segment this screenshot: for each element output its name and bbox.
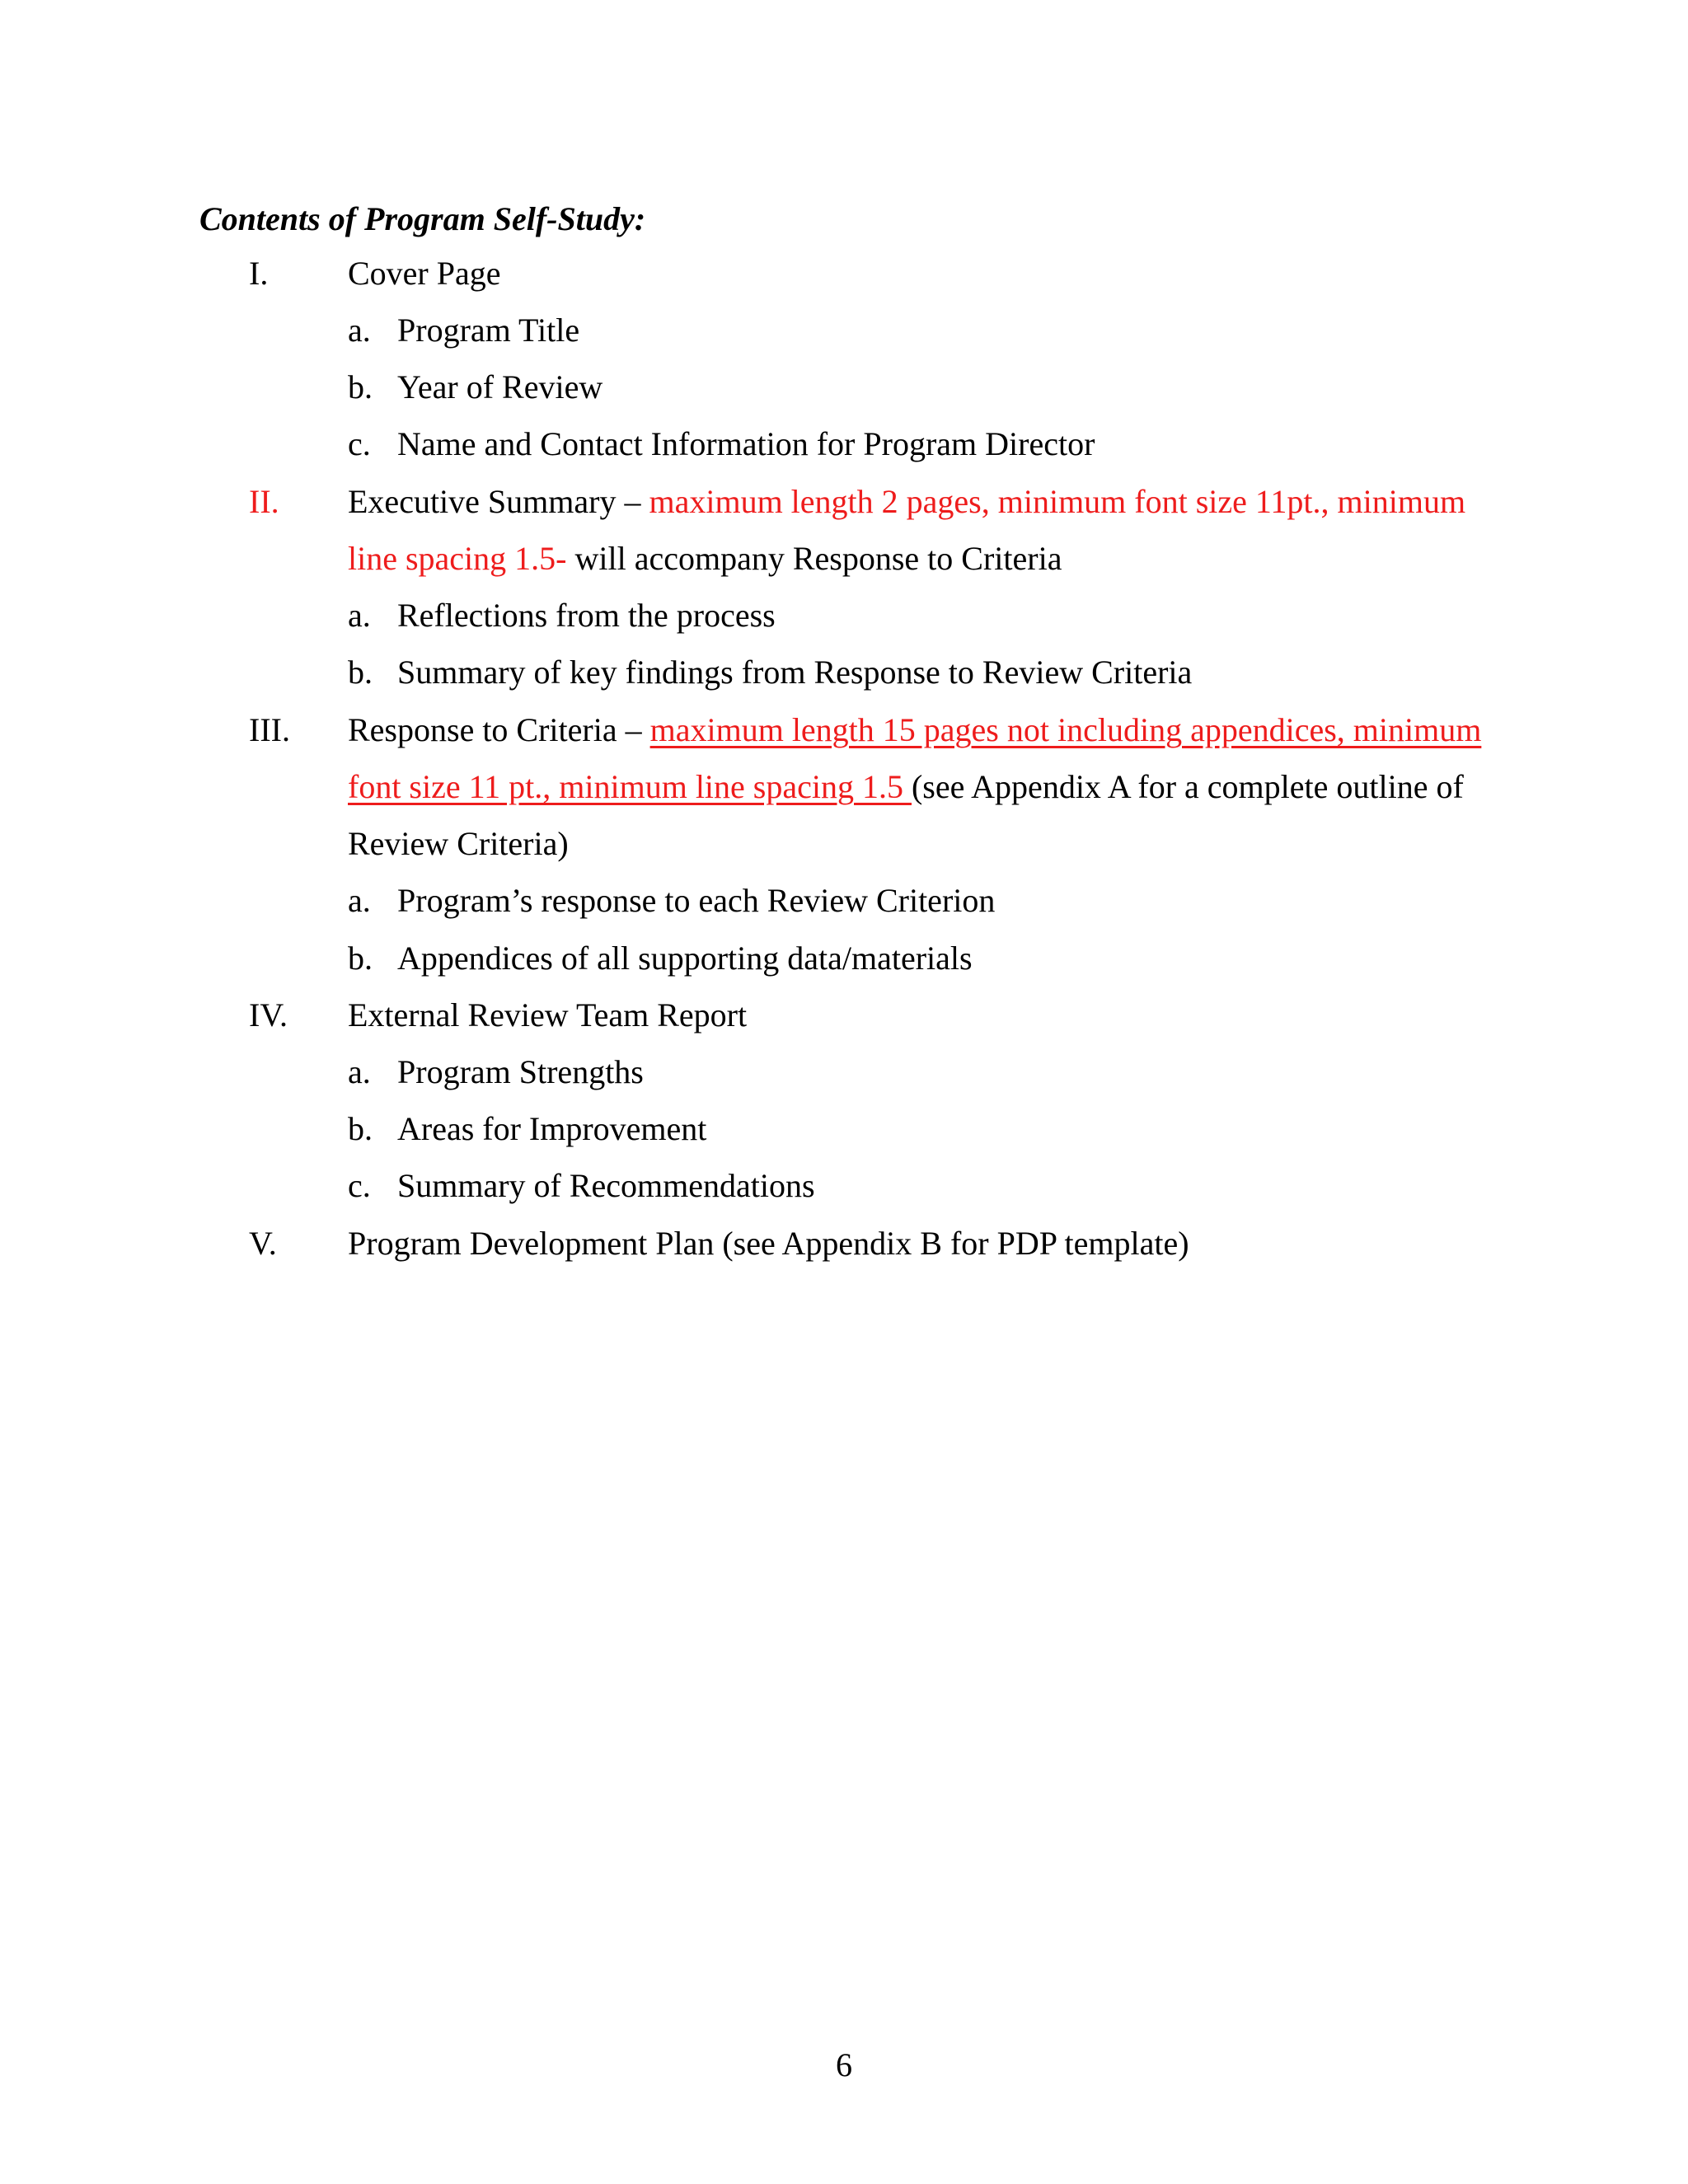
requirement-text: maximum length 15 pages not including appendices, minimum: [649, 711, 1482, 748]
item-letter: b.: [348, 1110, 373, 1147]
section-numeral: IV.: [249, 996, 288, 1033]
section-title-line: [348, 537, 1062, 580]
section-title: Executive Summary –: [348, 483, 649, 520]
item-letter: a.: [348, 882, 371, 919]
section-title-line: [348, 709, 1481, 752]
section-numeral: III.: [249, 711, 290, 748]
section-numeral: II.: [249, 483, 279, 520]
section-title: External Review Team Report: [348, 996, 748, 1033]
section-title-rest: will accompany Response to Criteria: [566, 540, 1062, 577]
requirement-text: font size 11 pt., minimum line spacing 1.5: [348, 768, 912, 805]
item-text: Summary of Recommendations: [397, 1167, 815, 1204]
section-title-rest: (see Appendix A for a complete outline of: [911, 768, 1464, 805]
section-title: Program Development Plan (see Appendix B for PDP template): [348, 1225, 1189, 1262]
item-text: Areas for Improvement: [397, 1110, 707, 1147]
section-title-rest: Review Criteria): [348, 825, 569, 862]
item-letter: a.: [348, 312, 371, 349]
item-text: Program Strengths: [397, 1053, 644, 1090]
section-title: Response to Criteria –: [348, 711, 650, 748]
page-number: 6: [836, 2046, 852, 2083]
item-text: Year of Review: [397, 368, 603, 405]
item-text: Name and Contact Information for Program Director: [397, 425, 1095, 462]
item-letter: c.: [348, 425, 371, 462]
requirement-text: line spacing 1.5-: [348, 540, 567, 577]
section-numeral: I.: [249, 255, 269, 292]
item-letter: a.: [348, 1053, 371, 1090]
item-text: Reflections from the process: [397, 597, 776, 634]
item-text: Appendices of all supporting data/materials: [397, 940, 973, 977]
item-text: Summary of key findings from Response to Review Criteria: [397, 654, 1193, 691]
item-text: Program’s response to each Review Criterion: [397, 882, 996, 919]
item-letter: b.: [348, 654, 373, 691]
item-letter: b.: [348, 368, 373, 405]
requirement-text: maximum length 2 pages, minimum font size 11pt., minimum: [649, 483, 1466, 520]
item-letter: b.: [348, 940, 373, 977]
section-title: Cover Page: [348, 255, 501, 292]
section-numeral: V.: [249, 1225, 277, 1262]
contents-heading: Contents of Program Self-Study:: [199, 200, 646, 237]
section-title-line: [348, 766, 1464, 808]
section-title-line: [348, 480, 1465, 523]
item-letter: c.: [348, 1167, 371, 1204]
item-letter: a.: [348, 597, 371, 634]
item-text: Program Title: [397, 312, 580, 349]
